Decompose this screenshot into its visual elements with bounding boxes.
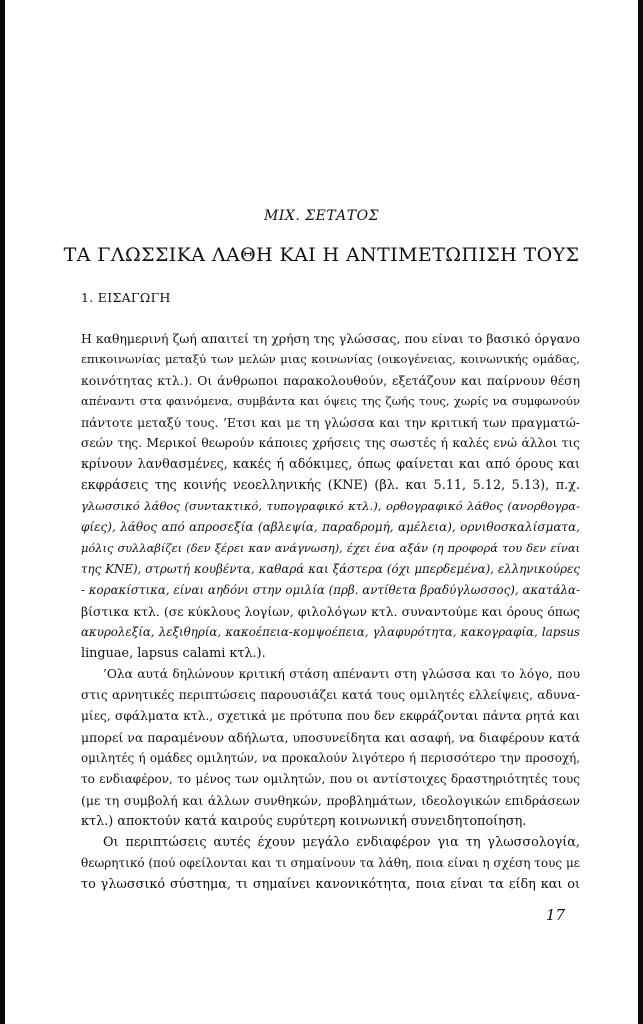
text-line: ομιλητές ή ομάδες ομιλητών, να προκαλούν λιγότερο ή περισσότερο την προσοχή, bbox=[81, 751, 580, 765]
text-line: πάντοτε μεταξύ τους. ’Ετσι και με τη γλώσσα και την κριτική των πραγματώ- bbox=[81, 415, 580, 430]
paragraph-1 bbox=[81, 328, 580, 664]
text-line: βίστικα κτλ. (σε κύκλους λογίων, φιλολόγων κτλ. συναντούμε και όρους όπως bbox=[81, 604, 580, 619]
paragraph-2 bbox=[81, 664, 580, 832]
text-line: της ΚΝΕ), στρωτή κουβέντα, καθαρά και ξάστερα (όχι μπερδεμένα), ελληνικούρες bbox=[81, 562, 580, 576]
text-line: απέναντι στα φαινόμενα, συμβάντα και όψεις της ζωής τους, χωρίς να συμφωνούν bbox=[81, 394, 580, 408]
author-name: ΜΙΧ. ΣΕΤΑΤΟΣ bbox=[263, 208, 379, 224]
text-line: επικοινωνίας μεταξύ των μελών μιας κοινωνίας (οικογένειας, κοινωνικής ομάδας, bbox=[81, 352, 580, 366]
text-line: ακυρολεξία, λεξιθηρία, κακοέπεια-κομψοέπεια, γλαφυρότητα, κακογραφία, lapsus bbox=[81, 625, 580, 639]
page-number: 17 bbox=[545, 906, 565, 924]
text-line: μόλις συλλαβίζει (δεν ξέρει καν ανάγνωση), έχει ένα αξάν (η προφορά του δεν είναι bbox=[81, 541, 580, 555]
chapter-title: ΤΑ ΓΛΩΣΣΙΚΑ ΛΑΘΗ ΚΑΙ Η ΑΝΤΙΜΕΤΩΠΙΣΗ ΤΟΥΣ bbox=[63, 244, 580, 266]
text-line: μίες, σφάλματα κτλ., σχετικά με πρότυπα που δεν εκφράζονται πάντα ρητά και bbox=[81, 709, 580, 723]
text-line: (με τη συμβολή και άλλων συνθηκών, προβλημάτων, ιδεολογικών επιδράσεων bbox=[81, 793, 580, 808]
paragraph-3 bbox=[81, 832, 580, 895]
text-line: το ενδιαφέρον, το μένος των ομιλητών, που οι αντίστοιχες δραστηριότητές τους bbox=[81, 772, 580, 786]
text-line: κρίνουν λανθασμένες, κακές ή αδόκιμες, όπως φαίνεται και από όρους και bbox=[81, 457, 580, 472]
text-line: - κορακίστικα, είναι αηδόνι στην ομιλία (πρβ. αντίθετα βραδύγλωσσος), ακατάλα- bbox=[81, 583, 580, 597]
page-right-edge bbox=[638, 0, 643, 1024]
section-heading: 1. ΕΙΣΑΓΩΓΗ bbox=[81, 290, 171, 305]
text-line: Η καθημερινή ζωή απαιτεί τη χρήση της γλώσσας, που είναι το βασικό όργανο bbox=[81, 331, 580, 346]
text-line: κτλ.) αποκτούν κατά καιρούς ευρύτερη κοινωνική συνειδητοποίηση. bbox=[81, 814, 527, 829]
text-line: σεών της. Μερικοί θεωρούν κάποιες χρήσεις της σωστές ή καλές ενώ άλλοι τις bbox=[81, 436, 580, 450]
text-line: το γλωσσικό σύστημα, τι σημαίνει κανονικότητα, ποια είναι τα είδη και οι bbox=[81, 877, 580, 892]
text-line: ’Ολα αυτά δηλώνουν κριτική στάση απέναντι στη γλώσσα και το λόγο, που bbox=[103, 667, 580, 681]
text-line: Οι περιπτώσεις αυτές έχουν μεγάλο ενδιαφέρον για τη γλωσσολογία, bbox=[103, 835, 580, 850]
text-line: μπορεί να παραμένουν αδήλωτα, υποσυνείδητα και ασαφή, να διαφέρουν κατά bbox=[81, 730, 580, 745]
page-left-edge bbox=[0, 0, 5, 1024]
text-line: θεωρητικό (πού οφείλονται και τι σημαίνουν τα λάθη, ποια είναι η σχέση τους με bbox=[81, 856, 580, 870]
text-line: φίες), λάθος από απροσεξία (αβλεψία, παραδρομή, αμέλεια), ορνιθοσκαλίσματα, bbox=[81, 520, 580, 534]
text-line: γλωσσικό λάθος (συντακτικό, τυπογραφικό κτλ.), ορθογραφικό λάθος (ανορθογρα- bbox=[81, 499, 580, 513]
body-text bbox=[81, 328, 580, 895]
text-line: linguae, lapsus calami κτλ.). bbox=[81, 646, 266, 661]
text-line: κοινότητας κτλ.). Οι άνθρωποι παρακολουθούν, εξετάζουν και παίρνουν θέση bbox=[81, 373, 580, 388]
text-line: στις αρνητικές περιπτώσεις παρουσιάζει κατά τους ομιλητές ελλείψεις, αδυνα- bbox=[81, 688, 580, 702]
text-line: εκφράσεις της κοινής νεοελληνικής (ΚΝΕ) (βλ. και 5.11, 5.12, 5.13), π.χ. bbox=[81, 478, 580, 493]
